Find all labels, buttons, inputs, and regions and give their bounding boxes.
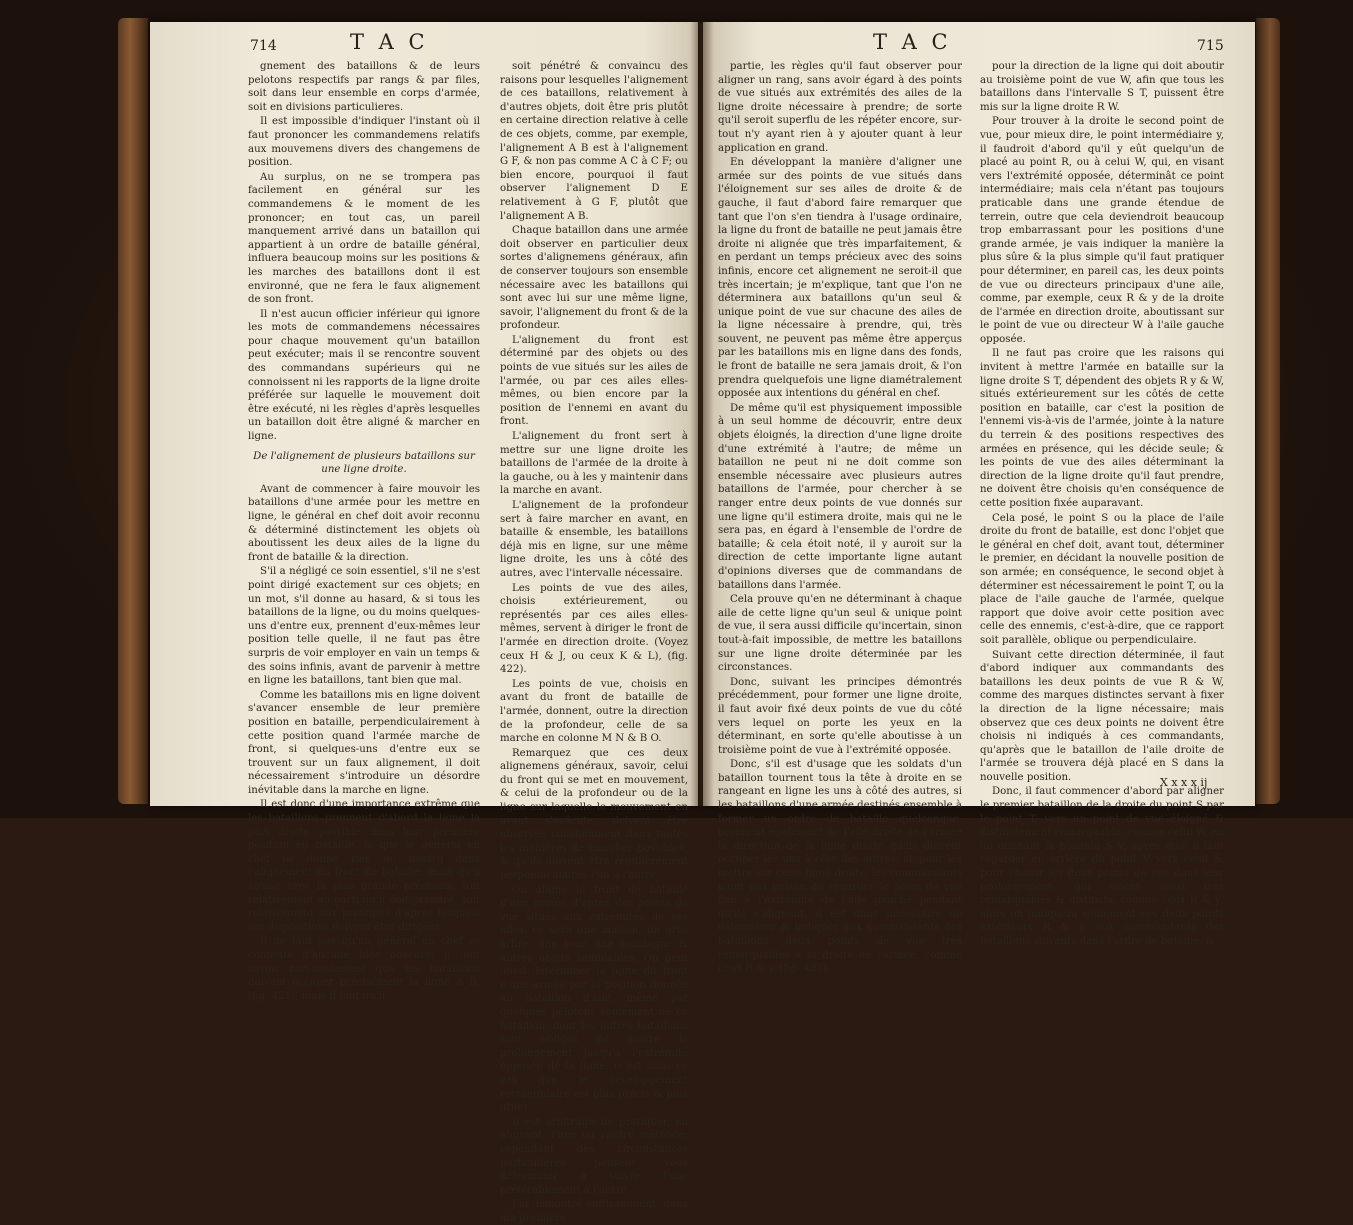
paragraph: Il est arbitraire de pratiquer, en alignant, l'une ou l'autre méthode; cependant des circonstances particulieres peuvent vous déterminer à suivre l'une préférablement à l'autre. xyxy=(500,1116,688,1196)
paragraph: Il est impossible d'indiquer l'instant où il faut prononcer les commandemens relatifs aux mouvemens divers des changemens de position. xyxy=(248,116,480,169)
left-page-header xyxy=(150,30,698,58)
book-cover-right xyxy=(1256,18,1280,804)
left-column-2 xyxy=(500,60,688,1224)
right-column-1 xyxy=(718,60,963,975)
paragraph: Donc, suivant les principes démontrés précédemment, pour former une ligne droite, il faut avoir fixé deux points de vue du côté vers lequel on porte les yeux en la déterminant, en sorte qu'elle aboutisse à un troisième point de vue à l'extrémité opposée. xyxy=(718,676,962,756)
paragraph: Les points de vue, choisis en avant du front de bataille de l'armée, donnent, outre la direction de la profondeur, celle de sa marche en colonne M N & B O. xyxy=(500,678,688,745)
paragraph: En développant la manière d'aligner une armée sur des points de vue situés dans l'éloignement sur ses ailes de droite & de gauche, il faut d'abord faire remarquer que tant que l'on s'en tiendra à l'usage ordinaire, la ligne du front de bataille ne peut jamais être droite ni alignée que très imparfaitement, & en perdant un temps précieux avec des soins infinis, encore cet alignement ne seroit-il que très incertain; je m'explique, tant que l'on ne déterminera aux bataillons qu'un seul & unique point de vue sur chacune des ailes de la ligne nécessaire à prendre, qui, très souvent, ne peuvent pas même être apperçus par les bataillons mis en ligne dans des fonds, le front de bataille ne sera jamais droit, & l'on prendra quelquefois une ligne diamétralement opposée aux intentions du général en chef. xyxy=(718,157,963,400)
paragraph: gnement des bataillons & de leurs pelotons respectifs par rangs & par files, soit dans leur ensemble en corps d'armée, soit en divisions particulieres. xyxy=(248,61,480,113)
paragraph: Cela prouve qu'en ne déterminant à chaque aile de cette ligne qu'un seul & unique point de vue, il sera aussi difficile qu'incertain, sinon tout-à-fait impossible, de mettre les bataillons sur une ligne droite déterminée par les circonstances. xyxy=(718,594,962,674)
paragraph: Cela posé, le point S ou la place de l'aile droite du front de bataille, est donc l'objet que le général en chef doit, avant tout, déterminer le premier, en décidant la nouvelle position de son armée; en conséquence, le second objet à déterminer est nécessairement le point T, ou la place de l'aile gauche de l'armée, quelque rapport que doive avoir cette position avec celle des ennemis, c'est-à-dire, que ce rapport soit parallèle, oblique ou perpendiculaire. xyxy=(980,512,1224,646)
signature-mark: X x x x ij xyxy=(1160,776,1208,789)
paragraph: Remarquez que ces deux alignemens généraux, savoir, celui du front qui se met en mouvement, & celui de la profondeur ou de la ligne sur laquelle le mouvement en avant s'exécute, doivent être observés constamment dans toutes les manières de marcher possibles, & qu'ils doivent être régulièrement perpendiculaires l'un à l'autre. xyxy=(500,747,688,882)
paragraph: partie, les règles qu'il faut observer pour aligner un rang, sans avoir égard à des points de vue situés aux extrémités des ailes de la ligne droite nécessaire à prendre; de sorte qu'il seroit superflu de les répéter encore, sur-tout n'y ayant rien à y ajouter quant à leur application en grand. xyxy=(718,61,962,154)
paragraph: Avant de commencer à faire mouvoir les bataillons d'une armée pour les mettre en ligne, le général en chef doit avoir reconnu & déterminé distinctement les objets où aboutissent les deux ailes de la ligne du front de bataille & la direction. xyxy=(248,483,480,563)
paragraph: Chaque bataillon dans une armée doit observer en particulier deux sortes d'alignemens généraux, afin de conserver toujours son ensemble nécessaire avec les bataillons qui sont avec lui sur une même ligne, savoir, l'alignement du front & de la profondeur. xyxy=(500,225,688,332)
paragraph: soit pénétré & convaincu des raisons pour lesquelles l'alignement de ces bataillons, relativement à d'autres objets, doit être pris plutôt en certaine direction relative à celle de ces objets, comme, par exemple, l'alignement A B est à l'alignement G F, & non pas comme A C à C F; ou bien encore, pourquoi il faut observer l'alignement D E relativement à G F, plutôt que l'alignement A B. xyxy=(500,61,688,222)
paragraph: Au surplus, on ne se trompera pas facilement en général sur les commandemens & le moment de les prononcer; en tout cas, un pareil manquement arrivé dans un bataillon qui appartient à un ordre de bataille général, influera beaucoup moins sur les positions & les marches des bataillons dont il est environné, que ne fera le faux alignement de son front. xyxy=(248,171,480,306)
paragraph: L'alignement du front est déterminé par des objets ou des points de vue situés sur les ailes de l'armée, ou par ces ailes elles-mêmes, ou bien encore par la position de l'ennemi en avant du front. xyxy=(500,334,688,428)
left-page-number: 714 xyxy=(250,38,277,54)
paragraph: Donc, il faut commencer d'abord par aligner le premier bataillon de la droite du point S par le point T, vers un point de vue éloigné & distinctement remarquable, comme celui W, en lui donnant la position S V; après quoi il faut regarder en arrière du point V vers celui S, pour choisir les deux points de vue dans leur prolongement, qui soient aussi très remarquables & distincts, comme ceux R & y; alors on indiquera seulement ces deux points extérieurs R & y aux commandants des bataillons suivants dans l'ordre de bataille, & xyxy=(980,786,1224,947)
paragraph: De même qu'il est physiquement impossible à un seul homme de découvrir, entre deux objets éloignés, la direction d'une ligne droite d'une extrémité à l'autre; de même un bataillon ne peut ni ne doit comme son ensemble nécessaire avec plusieurs autres bataillons de l'armée, pour chercher à se ranger entre deux points de vue donnés sur une ligne qu'il estimera droite, mais qui ne le sera pas, en égard à l'ensemble de l'ordre de bataille; & cela étoit noté, il y auroit sur la direction de cette importante ligne autant d'opinions diverses que de commandans de bataillons dans l'armée. xyxy=(718,402,962,591)
paragraph: Les points de vue des ailes, choisis extérieurement, ou représentés par ces ailes elles-mêmes, servent à diriger le front de l'armée en direction droite. (Voyez ceux H & J, ou ceux K & L), (fig. 422). xyxy=(500,582,688,676)
paragraph: S'il a négligé ce soin essentiel, s'il ne s'est point dirigé exactement sur ces objets; en un mot, s'il donne au hasard, & si tous les bataillons de la ligne, ou du moins quelques-uns d'entre eux, prennent d'eux-mêmes leur position telle quelle, il ne faut pas être surpris de voir employer en vain un temps & des soins infinis, avant de parvenir à mettre en ligne les bataillons, tant bien que mal. xyxy=(248,566,480,687)
paragraph: pour la direction de la ligne qui doit aboutir au troisième point de vue W, afin que tous les bataillons dans l'intervalle S T, puissent être mis sur la ligne droite R W. xyxy=(980,61,1224,113)
paragraph: Il est donc d'une importance extrême que les bataillons prennent d'abord la ligne la plus droite possible dans leur première position en bataille, & que le général en chef ne donne rien au hasard dans l'alignement du front de bataille; mais qu'il agisse avec la plus grande précision, soit relativement au parti qu'il doit prendre, soit relativement aux principes d'après lesquels ses dispositions doivent être dirigées. xyxy=(248,799,480,933)
left-running-head: T A C xyxy=(350,30,429,54)
paragraph: Suivant cette direction déterminée, il faut d'abord indiquer aux commandants des bataillons les deux points de vue R & W, comme des marques distinctes servant à fixer la direction de la ligne nécessaire; mais observez que ces deux points ne doivent être choisis ni indiqués à ces commandants, qu'après que le bataillon de l'aile droite de l'armée se trouvera déjà placé en S dans la nouvelle position. xyxy=(980,649,1224,783)
section-heading: De l'alignement de plusieurs bataillons sur une ligne droite. xyxy=(253,450,475,476)
paragraph: Il n'est aucun officier inférieur qui ignore les mots de commandemens nécessaires pour chaque mouvement qu'un bataillon peut exécuter; mais il se rencontre souvent des commandans supérieurs qui ne connoissent ni les rapports de la ligne droite préférée sur laquelle le mouvement doit être exécuté, ni les règles d'après lesquelles un bataillon doit être aligné & marcher en ligne. xyxy=(248,308,480,443)
book-cover-left xyxy=(118,18,148,804)
paragraph: Il ne faut pas croire que les raisons qui invitent à mettre l'armée en bataille sur la ligne droite S T, dépendent des objets R y & W, situés extérieurement sur les côtés de cette position en bataille, car c'est la position de l'ennemi vis-à-vis de l'armée, jointe à la nature du terrein & des positions respectives des armées en présence, qui les décide seule; & les points de vue des ailes déterminant la direction de la ligne droite qu'il faut prendre, ne doivent être choisis qu'en conséquence de cette position fixée auparavant. xyxy=(980,348,1224,509)
paragraph: Il ne faut pas qu'un général en chef se contente d'aucune idée obscure; il doit savoir non-seulement que les bataillons doivent occuper précisément la ligne A B, (fig. 421); mais il faut qu'il xyxy=(248,936,480,1002)
right-running-head: T A C xyxy=(873,30,952,54)
paragraph: L'alignement de la profondeur sert à faire marcher en avant, en bataille & ensemble, les bataillons déjà mis en ligne, sur une même ligne droite, les uns à côté des autres, avec l'intervalle nécessaire. xyxy=(500,500,688,579)
paragraph: On aligne le front de bataille d'une armée d'après des points de vue situés aux extrémités de ses ailes; ce sera une maison, un gros arbre, une tour, une montagne & autres objets semblables. On peut aussi déterminer la ligne du front d'une armée par la position donnée au bataillon d'aile, même par quelques pelotons seulement de ce bataillon, dont les autres bataillons sont obligés de suivre le prolongement jusqu'à l'extrémité opposée de la ligne; (c'est dans ce cas que le développement rectangulaire est plus précis & plus utile). xyxy=(500,884,688,1114)
right-page-number: 715 xyxy=(1197,38,1224,54)
paragraph: L'alignement du front sert à mettre sur une ligne droite les bataillons de l'armée de la droite à la gauche, ou à les y maintenir dans la marche en avant. xyxy=(500,431,688,497)
paragraph: Pour trouver à la droite le second point de vue, pour mieux dire, le point intermédiaire y, il faudroit d'abord qu'il y eût quelqu'un de placé au point R, ou à celui W, qui, en visant vers l'extrémité opposée, déterminât ce point intermédiaire; mais cela n'étant pas toujours praticable dans une grande étendue de terrein, outre que cela deviendroit beaucoup trop embarrassant pour les positions d'une grande armée, je vais indiquer la manière la plus sûre & la plus simple qu'il faut pratiquer pour déterminer, en pareil cas, les deux points de vue ou directeurs principaux d'une aile, comme, par exemple, ceux R & y de la droite de l'armée en direction droite, aboutissant sur le point de vue ou directeur W à l'aile gauche opposée. xyxy=(980,116,1224,345)
paragraph: J'ai démontré suffisamment, dans ma première xyxy=(500,1199,688,1224)
paragraph: Donc, s'il est d'usage que les soldats d'un bataillon tournent tous la tête à droite en se rangeant en ligne les uns à côté des autres, si les bataillons d'une armée destinés ensemble à former un ordre de bataille quelconque, prennent également de l'aile droite de l'armée la direction de la ligne droite qu'ils doivent occuper les uns à côté des autres; si, pour les mettre sur cette ligne droite, les commandants n'ont pas besoin de regarder le point de vue fixé à l'extrémité de l'aile gauche pendant qu'ils s'alignent, il est donc nécessaire de déterminer & indiquer aux commandants des bataillons deux points de vue très remarquables à la droite de l'armée, comme ceux R & y, (fig. 423), xyxy=(718,759,962,975)
left-column-1 xyxy=(248,60,480,1002)
paragraph: Comme les bataillons mis en ligne doivent s'avancer ensemble de leur première position en bataille, perpendiculairement à cette position quand l'armée marche de front, si quelques-uns d'entre eux se trouvent sur un faux alignement, il doit nécessairement s'introduire un désordre inévitable dans la marche en ligne. xyxy=(248,689,480,796)
right-page-header xyxy=(703,30,1255,58)
